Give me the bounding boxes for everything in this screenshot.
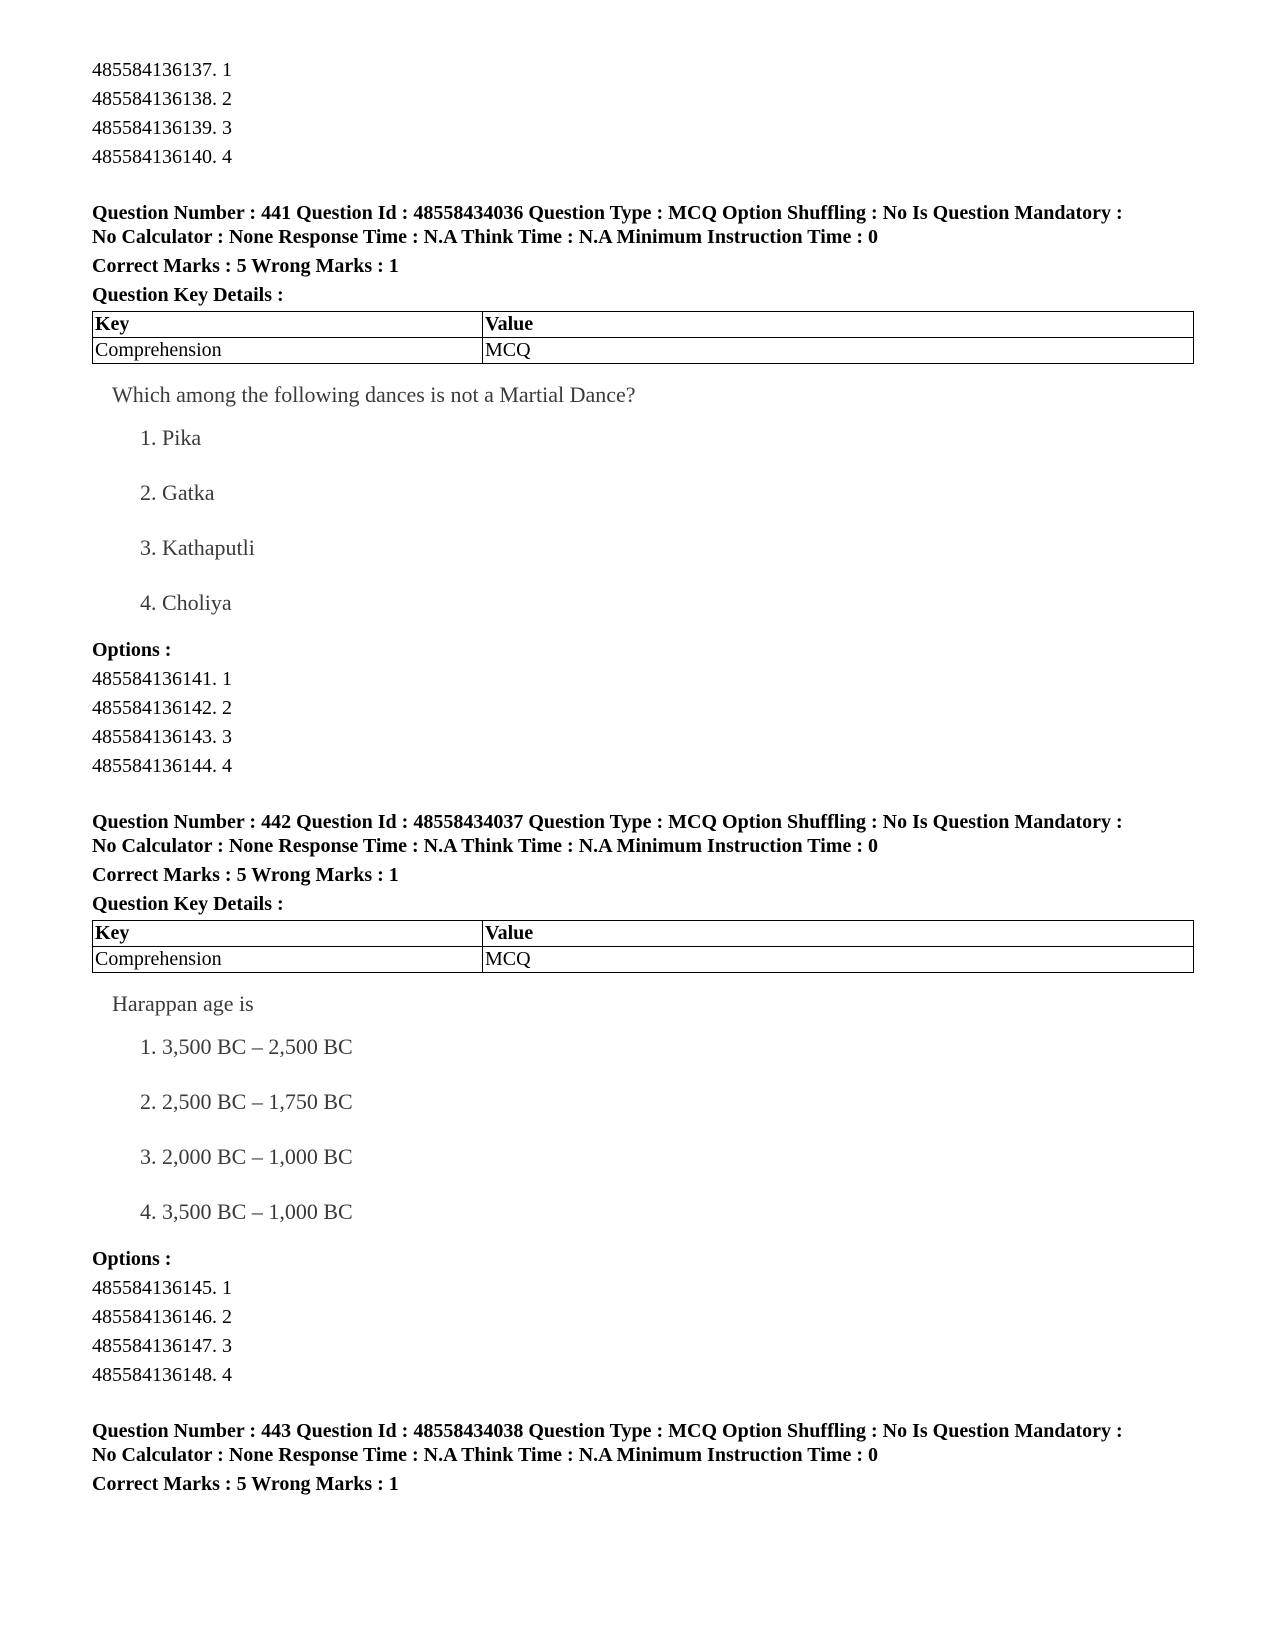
marks-line: Correct Marks : 5 Wrong Marks : 1	[92, 1473, 399, 1495]
question-text: Harappan age is	[112, 991, 254, 1016]
question-header-line2: No Calculator : None Response Time : N.A Think Time : N.A Minimum Instruction Time : 0	[92, 1444, 878, 1466]
options-label: Options :	[92, 639, 172, 661]
question-text: Which among the following dances is not a Martial Dance?	[112, 382, 636, 407]
option-line: 485584136145. 1	[92, 1277, 232, 1299]
question-block-443	[92, 1419, 1195, 1499]
question-block-441	[92, 201, 1195, 781]
option-line: 485584136147. 3	[92, 1335, 232, 1357]
question-choice: 3. Kathaputli	[140, 535, 255, 560]
table-row	[93, 338, 1194, 364]
option-line: 485584136148. 4	[92, 1364, 232, 1386]
key-header-cell: Key	[93, 312, 483, 338]
question-choice: 3. 2,000 BC – 1,000 BC	[140, 1144, 353, 1169]
key-header-cell: Key	[93, 921, 483, 947]
question-block-442	[92, 810, 1195, 1390]
marks-line: Correct Marks : 5 Wrong Marks : 1	[92, 255, 399, 277]
table-header-row	[93, 921, 1194, 947]
key-cell: Comprehension	[93, 338, 483, 364]
question-choice: 2. Gatka	[140, 480, 215, 505]
table-header-row	[93, 312, 1194, 338]
question-header-line2: No Calculator : None Response Time : N.A Think Time : N.A Minimum Instruction Time : 0	[92, 835, 878, 857]
key-cell: Comprehension	[93, 947, 483, 973]
value-cell: MCQ	[483, 947, 1194, 973]
question-choice: 1. Pika	[140, 425, 202, 450]
option-line: 485584136141. 1	[92, 668, 232, 690]
table-row	[93, 947, 1194, 973]
option-line: 485584136137. 1	[92, 59, 232, 81]
key-details-label: Question Key Details :	[92, 284, 284, 306]
marks-line: Correct Marks : 5 Wrong Marks : 1	[92, 864, 399, 886]
question-choice: 2. 2,500 BC – 1,750 BC	[140, 1089, 353, 1114]
option-line: 485584136140. 4	[92, 146, 232, 168]
previous-question-options	[92, 56, 1195, 172]
key-details-label: Question Key Details :	[92, 893, 284, 915]
question-header-line1: Question Number : 443 Question Id : 48558434038 Question Type : MCQ Option Shuffling : No Is Question Mandatory :	[92, 1420, 1123, 1442]
option-line: 485584136143. 3	[92, 726, 232, 748]
key-details-table	[92, 311, 1194, 364]
option-line: 485584136146. 2	[92, 1306, 232, 1328]
question-header-line1: Question Number : 442 Question Id : 48558434037 Question Type : MCQ Option Shuffling : No Is Question Mandatory :	[92, 811, 1123, 833]
value-cell: MCQ	[483, 338, 1194, 364]
value-header-cell: Value	[483, 921, 1194, 947]
option-line: 485584136138. 2	[92, 88, 232, 110]
question-choice: 1. 3,500 BC – 2,500 BC	[140, 1034, 353, 1059]
question-image	[92, 380, 1195, 630]
option-line: 485584136139. 3	[92, 117, 232, 139]
option-line: 485584136144. 4	[92, 755, 232, 777]
question-header-line1: Question Number : 441 Question Id : 48558434036 Question Type : MCQ Option Shuffling : No Is Question Mandatory :	[92, 202, 1123, 224]
document-page	[92, 56, 1195, 1499]
option-line: 485584136142. 2	[92, 697, 232, 719]
question-image	[92, 989, 1195, 1239]
value-header-cell: Value	[483, 312, 1194, 338]
options-label: Options :	[92, 1248, 172, 1270]
question-choice: 4. Choliya	[140, 590, 232, 615]
question-choice: 4. 3,500 BC – 1,000 BC	[140, 1199, 353, 1224]
question-header-line2: No Calculator : None Response Time : N.A Think Time : N.A Minimum Instruction Time : 0	[92, 226, 878, 248]
key-details-table	[92, 920, 1194, 973]
